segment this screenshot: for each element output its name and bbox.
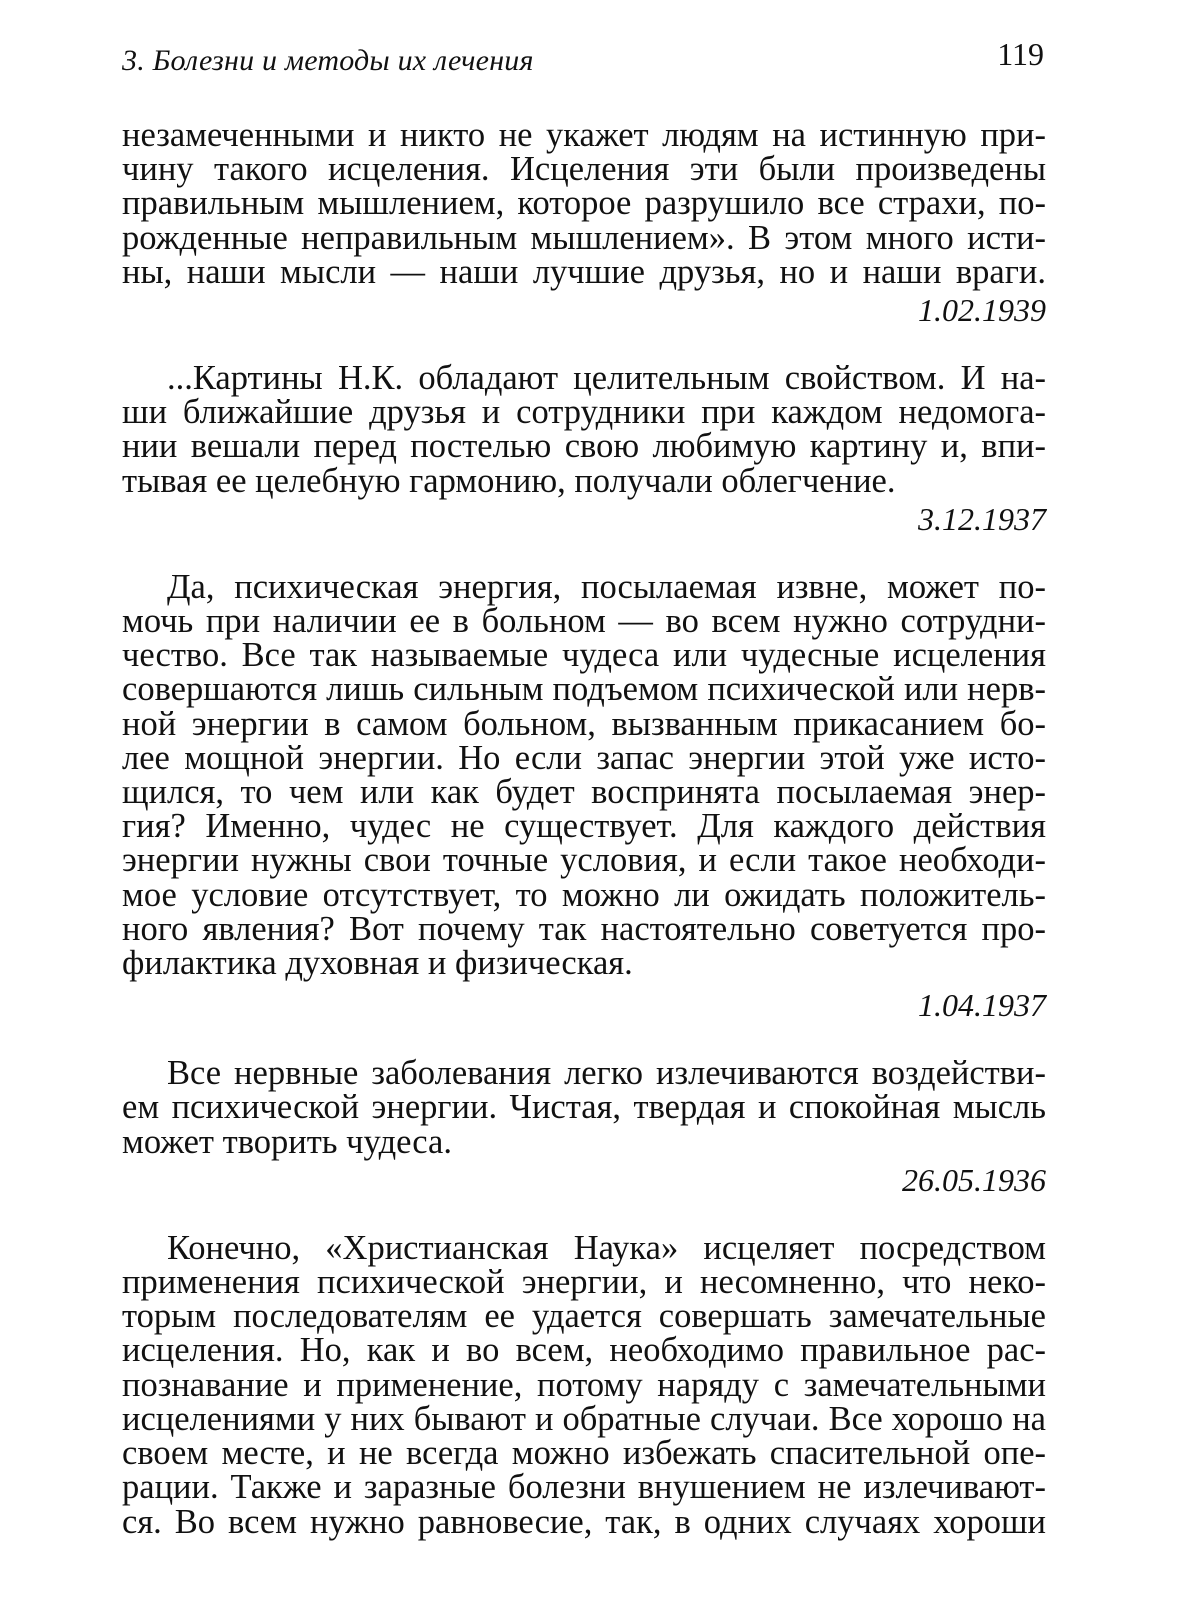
text-line: применения психической энергии, и несомненно, что неко- bbox=[122, 1263, 1046, 1302]
page-body bbox=[122, 118, 1046, 1539]
entry-date: 3.12.1937 bbox=[918, 500, 1046, 537]
text-line: может творить чудеса. bbox=[122, 1122, 452, 1161]
book-page bbox=[122, 32, 1046, 1539]
text-line: мочь при наличии ее в больном — во всем нужно сотрудни- bbox=[122, 602, 1046, 641]
text-line: нии вешали перед постелью свою любимую картину и, впи- bbox=[122, 427, 1046, 466]
text-line: чину такого исцеления. Исцеления эти были произведены bbox=[122, 150, 1046, 189]
paragraph-1 bbox=[122, 118, 1046, 289]
text-line: своем месте, и не всегда можно избежать спасительной опе- bbox=[122, 1434, 1046, 1473]
text-line: гия? Именно, чудес не существует. Для каждого действия bbox=[122, 807, 1046, 846]
text-line: ся. Во всем нужно равновесие, так, в одних случаях хороши bbox=[122, 1502, 1046, 1541]
entry-date: 26.05.1936 bbox=[902, 1161, 1046, 1198]
chapter-title: 3. Болезни и методы их лечения bbox=[122, 44, 534, 77]
text-line: ем психической энергии. Чистая, твердая и спокойная мысль bbox=[122, 1088, 1046, 1127]
paragraph-2 bbox=[122, 361, 1046, 498]
text-line: лее мощной энергии. Но если запас энергии этой уже исто- bbox=[122, 738, 1046, 777]
text-line: Да, психическая энергия, посылаемая извне, может по- bbox=[167, 567, 1046, 606]
text-line: познавание и применение, потому наряду с замечательными bbox=[122, 1365, 1046, 1404]
entry-date: 1.04.1937 bbox=[918, 987, 1046, 1024]
text-line: рации. Также и заразные болезни внушением не излечивают- bbox=[122, 1468, 1046, 1507]
paragraph-4 bbox=[122, 1056, 1046, 1159]
paragraph-3 bbox=[122, 567, 1046, 983]
page-number: 119 bbox=[997, 36, 1044, 72]
text-line: щился, то чем или как будет воспринята посылаемая энер- bbox=[122, 773, 1046, 812]
text-line: Все нервные заболевания легко излечиваются воздействи- bbox=[167, 1054, 1046, 1093]
text-line: совершаются лишь сильным подъемом психической или нерв- bbox=[122, 670, 1046, 709]
entry-date: 1.02.1939 bbox=[918, 292, 1046, 329]
text-line: ны, наши мысли — наши лучшие друзья, но и наши враги. bbox=[122, 252, 1046, 291]
paragraph-5 bbox=[122, 1228, 1046, 1541]
text-line: филактика духовная и физическая. bbox=[122, 944, 633, 983]
text-line: чество. Все так называемые чудеса или чудесные исцеления bbox=[122, 636, 1046, 675]
text-line: мое условие отсутствует, то можно ли ожидать положитель- bbox=[122, 875, 1046, 914]
text-line: энергии нужны свои точные условия, и если такое необходи- bbox=[122, 841, 1046, 880]
text-line: исцелениями у них бывают и обратные случаи. Все хорошо на bbox=[122, 1399, 1046, 1438]
text-line: исцеления. Но, как и во всем, необходимо правильное рас- bbox=[122, 1331, 1046, 1370]
text-line: ...Картины Н.К. обладают целительным свойством. И на- bbox=[167, 359, 1046, 398]
running-head bbox=[122, 32, 1046, 88]
text-line: Конечно, «Христианская Наука» исцеляет посредством bbox=[167, 1228, 1046, 1267]
text-line: ной энергии в самом больном, вызванным прикасанием бо- bbox=[122, 704, 1046, 743]
text-line: торым последователям ее удается совершать замечательные bbox=[122, 1297, 1046, 1336]
text-line: ши ближайшие друзья и сотрудники при каждом недомога- bbox=[122, 393, 1046, 432]
text-line: ного явления? Вот почему так настоятельно советуется про- bbox=[122, 909, 1046, 948]
text-line: тывая ее целебную гармонию, получали облегчение. bbox=[122, 461, 896, 500]
text-line: рожденные неправильным мышлением». В этом много исти- bbox=[122, 218, 1046, 257]
text-line: незамеченными и никто не укажет людям на истинную при- bbox=[122, 116, 1046, 154]
text-line: правильным мышлением, которое разрушило все страхи, по- bbox=[122, 184, 1046, 223]
